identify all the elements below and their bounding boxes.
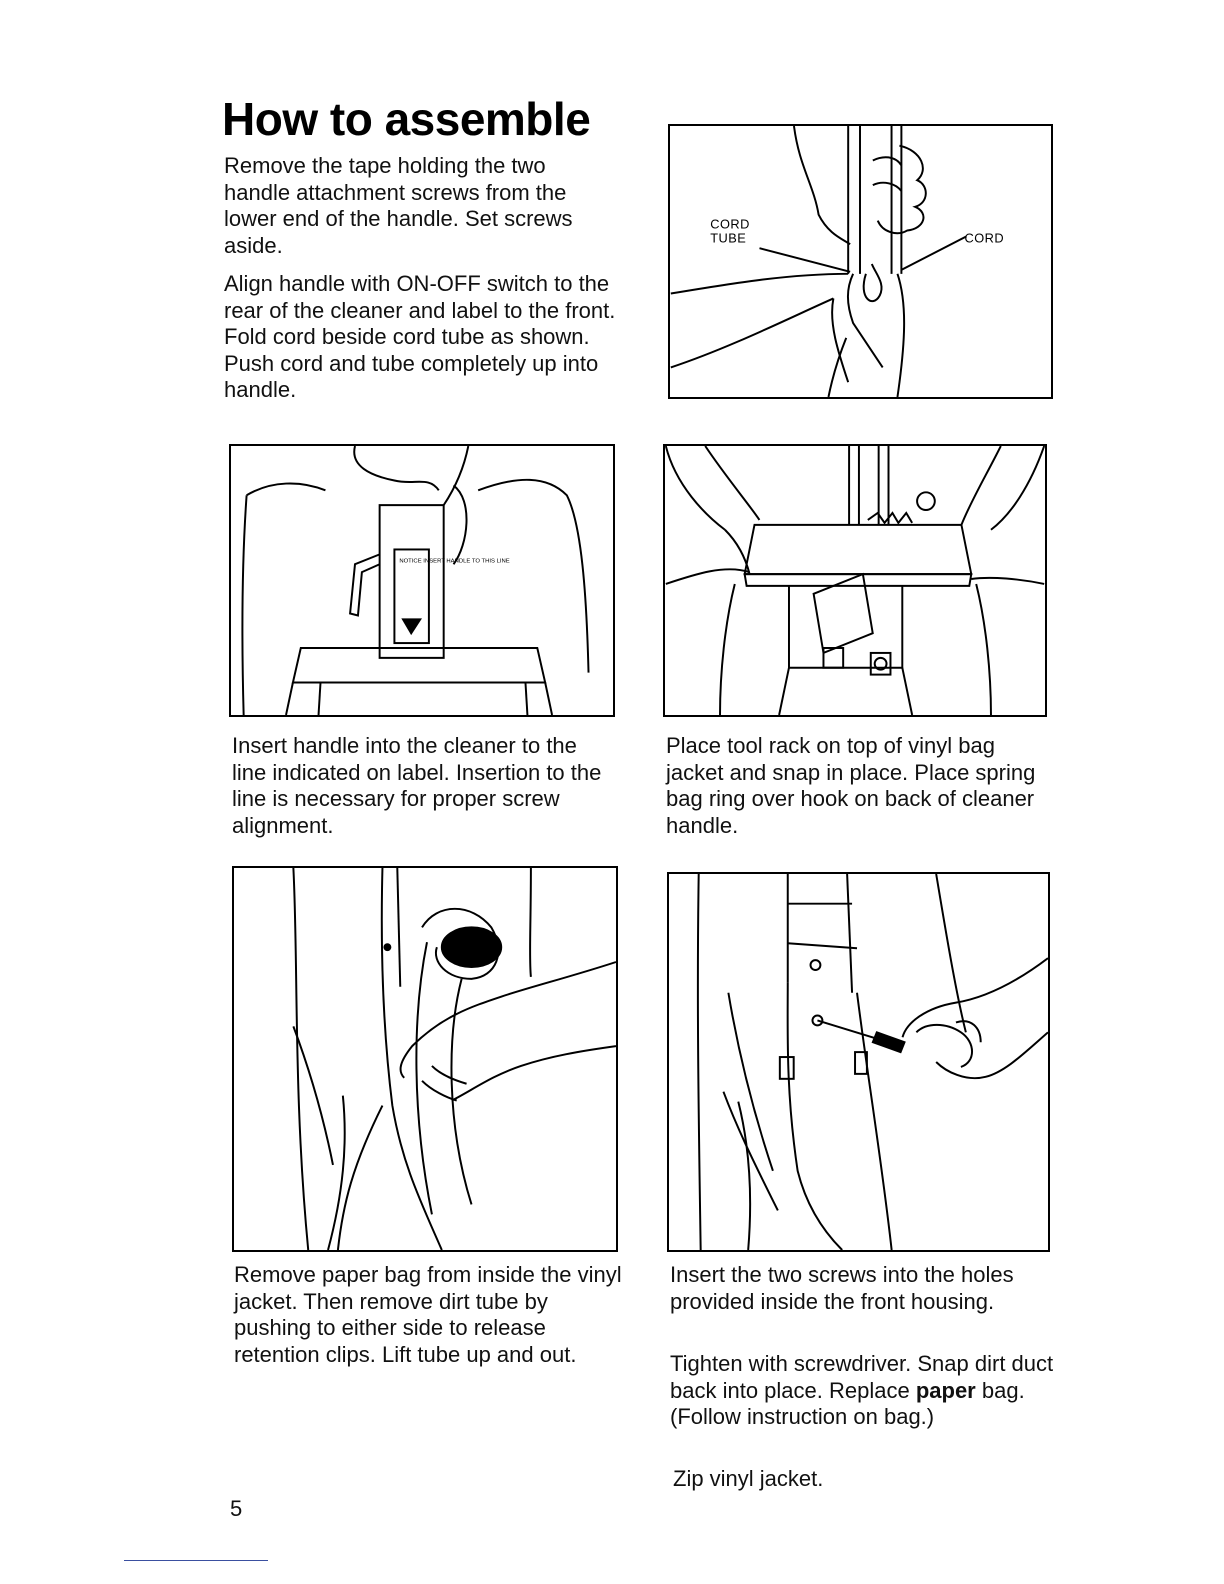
figure-tool-rack-illustration [665,446,1045,715]
figure-insert-handle [229,444,615,717]
caption-tighten-bold: paper [915,1377,976,1403]
figure-remove-dirt-tube [232,866,618,1252]
caption-insert-handle: Insert handle into the cleaner to the line indicated on label. Insertion to the line is necessary for proper screw alignment. [232,733,602,838]
caption-tool-rack: Place tool rack on top of vinyl bag jacket and snap in place. Place spring bag ring over hook on back of cleaner handle. [666,733,1036,838]
caption-insert-screws: Insert the two screws into the holes provided inside the front housing. [670,1262,1014,1314]
caption-tighten-text-2: bag. (Follow instruction on bag.) [670,1377,1025,1429]
label-cord: CORD [964,230,1005,246]
intro-paragraph-1: Remove the tape holding the two handle attachment screws from the lower end of the handle. Set screws aside. [224,153,573,258]
page-title: How to assemble [222,93,591,145]
intro-paragraph-2: Align handle with ON-OFF switch to the rear of the cleaner and label to the front. Fold cord beside cord tube as shown. Push cord and tube completely up into handle. [224,271,616,402]
figure-cord-tube [668,124,1053,399]
figure-insert-handle-illustration [231,446,613,715]
figure-cord-tube-illustration [670,126,1051,397]
figure-insert-screws [667,872,1050,1252]
label-cord-tube: CORD [710,216,750,232]
arrow-down-icon [401,618,422,635]
figure-tool-rack [663,444,1047,717]
label-cord-tube-2: TUBE [710,230,747,246]
figure-remove-dirt-tube-illustration [234,868,616,1250]
caption-zip-jacket: Zip vinyl jacket. [673,1466,824,1491]
page-number: 5 [230,1496,243,1521]
caption-remove-dirt-tube: Remove paper bag from inside the vinyl jacket. Then remove dirt tube by pushing to either side to release retention clips. Lift tube up and out. [234,1262,622,1367]
caption-tighten-text-1: Tighten with screwdriver. Snap dirt duct back into place. Replace [670,1351,1054,1403]
handle-label-text: NOTICE INSERT HANDLE TO THIS LINE [399,558,510,565]
bottom-rule [124,1560,268,1561]
figure-insert-screws-illustration [669,874,1048,1250]
caption-tighten-screws [670,1351,1054,1431]
